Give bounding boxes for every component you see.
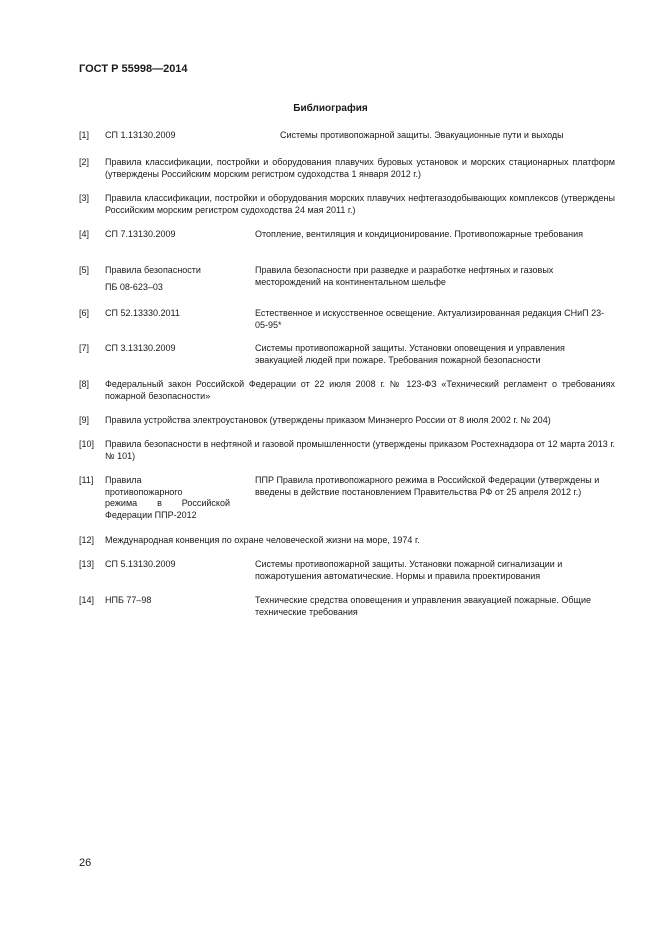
entry-number: [3] bbox=[79, 193, 90, 203]
document-header: ГОСТ Р 55998—2014 bbox=[79, 63, 188, 75]
entry-reference-line bbox=[105, 498, 230, 510]
entry-reference: СП 1.13130.2009 bbox=[105, 130, 176, 140]
entry-description: Системы противопожарной защиты. Эвакуационные пути и выходы bbox=[280, 130, 564, 140]
entry-description: Отопление, вентиляция и кондиционирование. Противопожарные требования bbox=[255, 229, 583, 239]
entry-number: [9] bbox=[79, 415, 90, 425]
entry-reference: СП 3.13130.2009 bbox=[105, 343, 176, 353]
entry-reference: Правила безопасности bbox=[105, 265, 201, 275]
entry-description: Правила безопасности при разведке и разработке нефтяных и газовых месторождений на континентальном шельфе bbox=[255, 265, 554, 287]
entry-reference-line: противопожарного bbox=[105, 486, 183, 497]
entry-reference-code: ПБ 08-623–03 bbox=[105, 282, 163, 292]
entry-reference bbox=[105, 475, 230, 521]
entry-text: Правила классификации, постройки и оборудования морских плавучих нефтегазодобывающих комплексов (утверждены Российским морским регистром судоходства 24 мая 2011 г.) bbox=[105, 193, 615, 215]
entry-reference-word: режима bbox=[105, 498, 138, 509]
entry-number: [7] bbox=[79, 343, 90, 353]
entry-reference: СП 52.13330.2011 bbox=[105, 308, 180, 318]
entry-number: [13] bbox=[79, 559, 95, 569]
entry-description: Технические средства оповещения и управления эвакуацией пожарные. Общие технические требования bbox=[255, 595, 591, 617]
entry-text: Правила классификации, постройки и оборудования плавучих буровых установок и морских стационарных платформ (утверждены Российским морским регистром судоходства 1 января 2012 г.) bbox=[105, 157, 615, 179]
entry-reference-line: Правила bbox=[105, 475, 142, 485]
entry-text: Правила устройства электроустановок (утверждены приказом Минэнерго России от 8 июля 2002 г. № 204) bbox=[105, 415, 551, 425]
page-number: 26 bbox=[79, 857, 92, 869]
entry-reference-line: Федерации ППР-2012 bbox=[105, 509, 197, 520]
entry-text: Международная конвенция по охране человеческой жизни на море, 1974 г. bbox=[105, 535, 420, 545]
entry-description: Естественное и искусственное освещение. Актуализированная редакция СНиП 23-05-95* bbox=[255, 308, 605, 330]
entry-number: [2] bbox=[79, 157, 90, 167]
entry-number: [5] bbox=[79, 265, 90, 275]
entry-number: [14] bbox=[79, 595, 95, 605]
entry-number: [10] bbox=[79, 439, 95, 449]
entry-reference-word: в bbox=[157, 498, 162, 509]
entry-reference: СП 5.13130.2009 bbox=[105, 559, 176, 569]
entry-number: [8] bbox=[79, 379, 90, 389]
entry-description: Системы противопожарной защиты. Установки оповещения и управления эвакуацией людей при пожаре. Требования пожарной безопасности bbox=[255, 343, 565, 365]
entry-reference: СП 7.13130.2009 bbox=[105, 229, 176, 239]
entry-reference-word: Российской bbox=[181, 498, 230, 509]
page-title: Библиография bbox=[293, 103, 368, 114]
entry-description: Системы противопожарной защиты. Установки пожарной сигнализации и пожаротушения автоматические. Нормы и правила проектирования bbox=[255, 559, 563, 581]
entry-reference: НПБ 77–98 bbox=[105, 595, 152, 605]
entry-number: [12] bbox=[79, 535, 95, 545]
entry-number: [11] bbox=[79, 475, 94, 485]
entry-description: ППР Правила противопожарного режима в Российской Федерации (утверждены и введены в действие постановлением Правительства РФ от 25 апреля 2012 г.) bbox=[255, 475, 600, 497]
entry-number: [4] bbox=[79, 229, 90, 239]
entry-number: [6] bbox=[79, 308, 90, 318]
entry-number: [1] bbox=[79, 130, 90, 140]
entry-text: Правила безопасности в нефтяной и газовой промышленности (утверждены приказом Ростехнадзора от 12 марта 2013 г. № 101) bbox=[105, 439, 615, 461]
entry-text: Федеральный закон Российской Федерации от 22 июля 2008 г. № 123-ФЗ «Технический регламент о требованиях пожарной безопасности» bbox=[105, 379, 615, 401]
